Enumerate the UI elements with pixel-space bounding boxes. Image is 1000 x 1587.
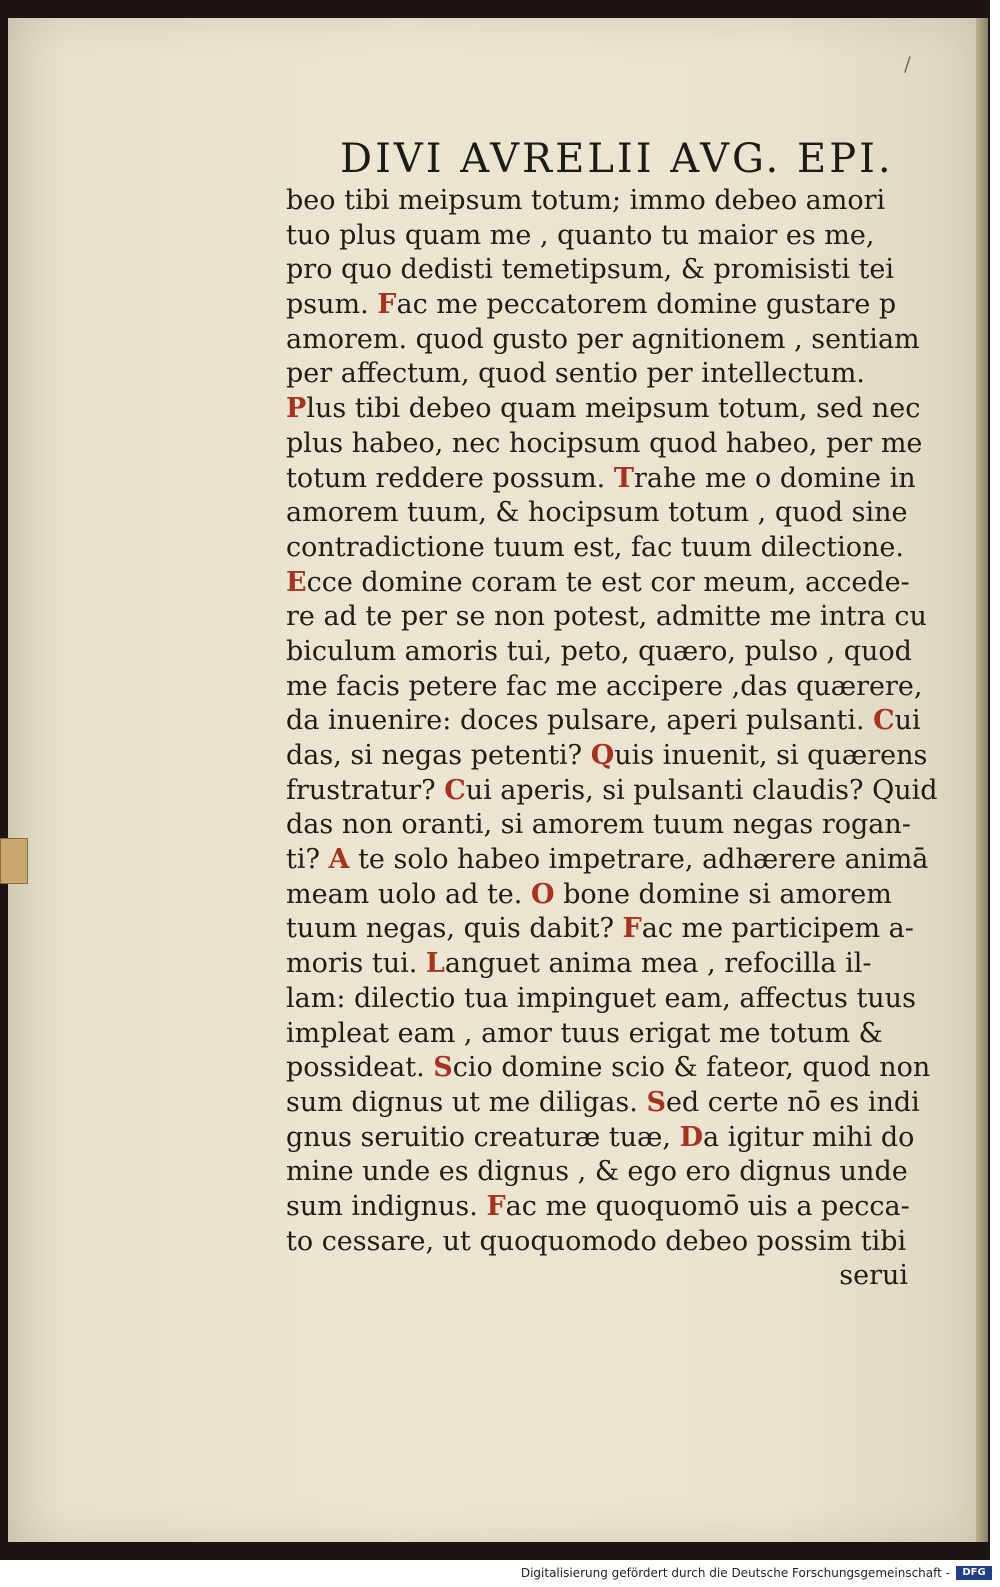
text-line: to cessare, ut quoquomodo debeo possim tibi [286,1225,907,1257]
text-line: amorem. quod gusto per agnitionem , sentiam [286,323,920,355]
text-line: Ecce domine coram te est cor meum, accede- [286,566,910,598]
text-line: possideat. Scio domine scio & fateor, quod non [286,1052,931,1084]
text-line: totum reddere possum. Trahe me o domine in [286,462,916,494]
rubric-initial: F [377,289,397,321]
footer-bar [0,1562,1000,1587]
body-text [286,184,938,1294]
rubric-initial: L [425,948,445,980]
rubric-initial: F [486,1190,506,1222]
rubric-initial: C [873,705,895,737]
text-line: lam: dilectio tua impinguet eam, affectus tuus [286,982,916,1014]
rubric-initial: D [679,1121,704,1153]
rubric-initial: C [444,774,466,806]
text-line: sum dignus ut me diligas. Sed certe nō es indi [286,1086,920,1118]
bookmark-tab [0,838,28,884]
rubric-initial: P [286,393,307,425]
text-line: da inuenire: doces pulsare, aperi pulsanti. Cui [286,705,921,737]
rubric-initial: A [328,844,350,876]
text-line: psum. Fac me peccatorem domine gustare p [286,289,897,321]
pencil-mark: / [904,52,911,76]
rubric-initial: S [646,1086,666,1118]
text-line: pro quo dedisti temetipsum, & promisisti tei [286,254,895,286]
text-line: moris tui. Languet anima mea , refocilla il- [286,948,872,980]
text-line: re ad te per se non potest, admitte me intra cu [286,601,927,633]
text-line: me facis petere fac me accipere ,das quærere, [286,670,923,702]
text-line: biculum amoris tui, peto, quæro, pulso , quod [286,635,912,667]
page-edge [976,18,988,1542]
text-line: Plus tibi debeo quam meipsum totum, sed nec [286,393,921,425]
text-line: gnus seruitio creaturæ tuæ, Da igitur mihi do [286,1121,915,1153]
text-line: ti? A te solo habeo impetrare, adhærere animā [286,844,929,876]
text-line: das non oranti, si amorem tuum negas rogan- [286,809,911,841]
text-line: plus habeo, nec hocipsum quod habeo, per me [286,427,923,459]
funding-credit: Digitalisierung gefördert durch die Deutsche Forschungsgemeinschaft - [520,1566,950,1580]
text-line: amorem tuum, & hocipsum totum , quod sine [286,497,908,529]
text-line: sum indignus. Fac me quoquomō uis a pecca- [286,1190,910,1222]
text-line: meam uolo ad te. O bone domine si amorem [286,878,892,910]
text-line: mine unde es dignus , & ego ero dignus unde [286,1156,908,1188]
text-line: das, si negas petenti? Quis inuenit, si quærens [286,740,928,771]
rubric-initial: F [622,913,642,945]
rubric-initial: T [613,462,634,494]
rubric-initial: S [433,1052,453,1084]
rubric-initial: O [530,878,555,910]
running-header: DIVI AVRELII AVG. EPI. [340,136,894,182]
text-line: tuum negas, quis dabit? Fac me participem a- [286,913,914,945]
text-line: contradictione tuum est, fac tuum dilectione. [286,531,904,563]
text-line: beo tibi meipsum totum; immo debeo amori [286,185,886,216]
catchword: serui [839,1260,908,1292]
text-line: per affectum, quod sentio per intellectum. [286,358,865,390]
rubric-initial: Q [590,740,615,771]
text-line: frustratur? Cui aperis, si pulsanti claudis? Quid [286,774,938,806]
text-line: impleat eam , amor tuus erigat me totum & [286,1017,883,1049]
rubric-initial: E [286,566,307,598]
dfg-logo-icon: DFG [956,1566,992,1580]
text-line: tuo plus quam me , quanto tu maior es me, [286,219,875,251]
